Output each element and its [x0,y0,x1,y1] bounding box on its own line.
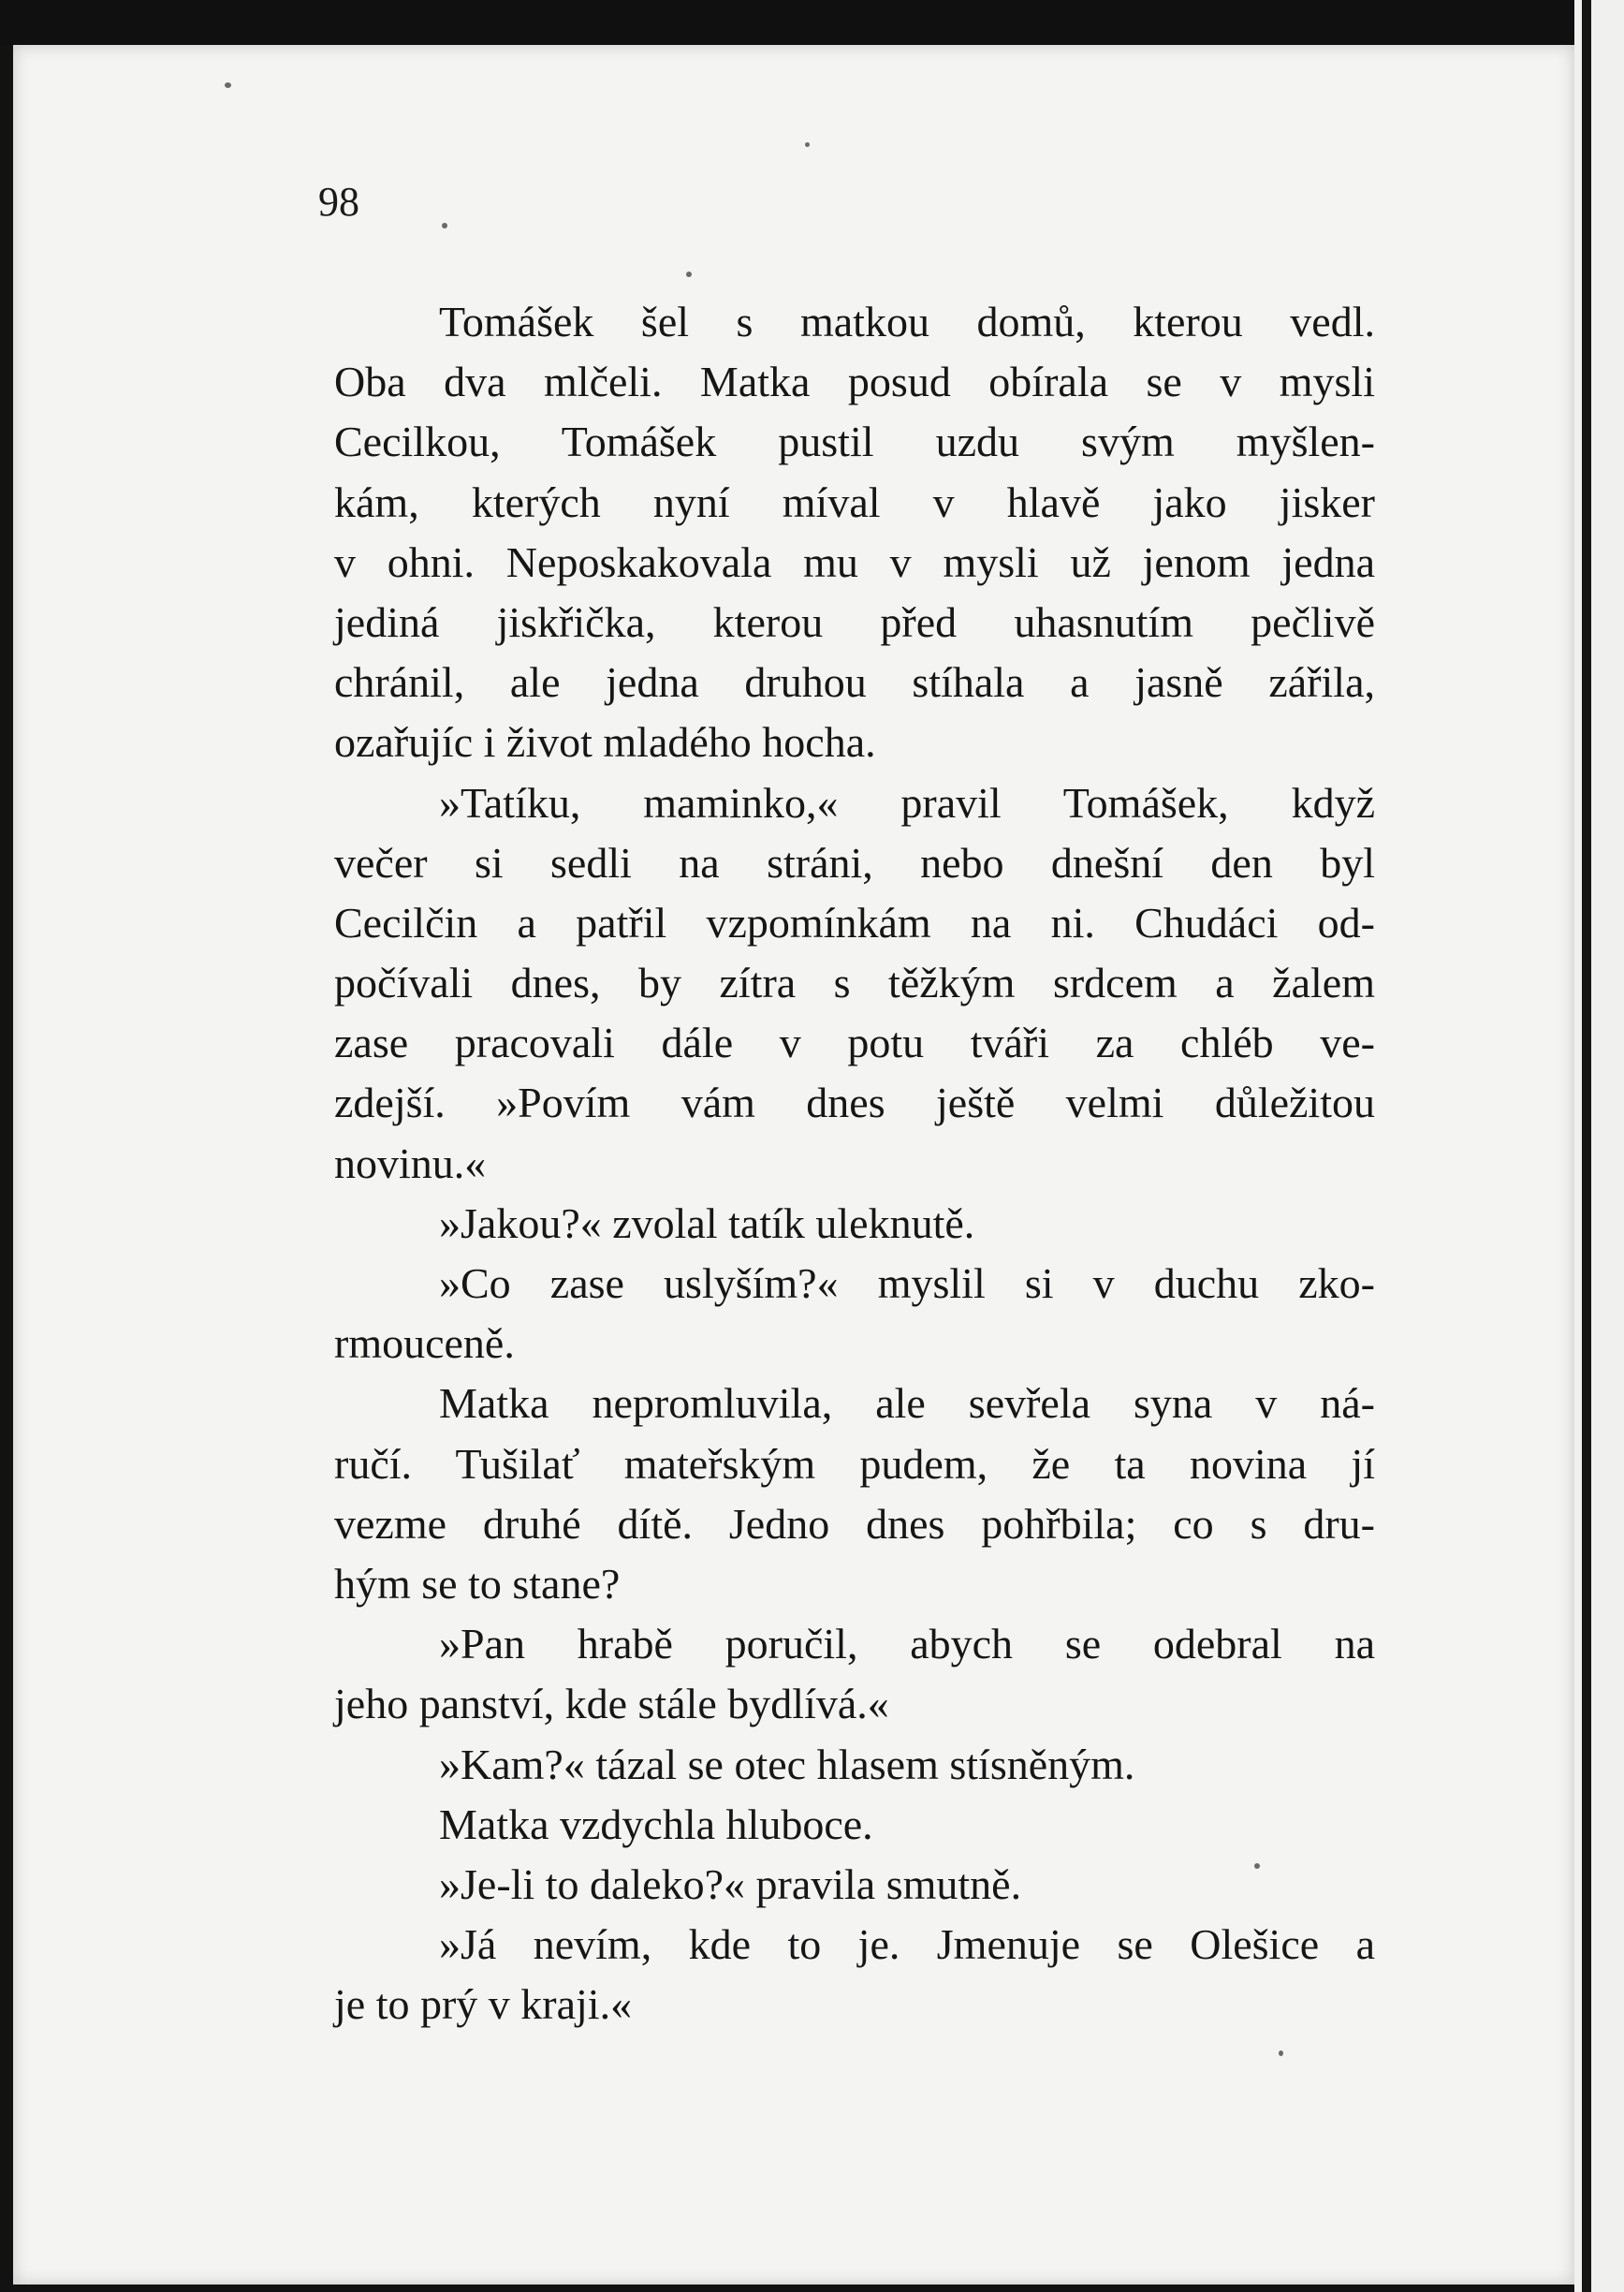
text-line: »Kam?« tázal se otec hlasem stísněným. [439,1740,1135,1788]
text-line: Cecilkou, Tomášek pustil uzdu svým myšlen- [334,418,1375,466]
text-line: rmouceně. [334,1319,515,1368]
text-line: je to prý v kraji.« [334,1980,633,2029]
text-line: Tomášek šel s matkou domů, kterou vedl. [439,298,1375,345]
scan-speck [686,272,692,277]
text-line: jeho panství, kde stále bydlívá.« [334,1680,889,1728]
body-text [334,292,1375,2035]
text-line: »Jakou?« zvolal tatík uleknutě. [439,1198,975,1247]
scan-speck [1279,2050,1283,2056]
text-line: chránil, ale jedna druhou stíhala a jasně zářila, [334,658,1375,707]
adjacent-page-edge [1574,0,1624,2292]
text-line: kám, kterých nyní míval v hlavě jako jisker [334,478,1375,526]
text-line: »Je-li to daleko?« pravila smutně. [439,1859,1022,1908]
text-line: novinu.« [334,1139,487,1187]
page-gutter-line [1582,0,1591,2292]
text-line: »Tatíku, maminko,« pravil Tomášek, když [439,778,1375,827]
page-number: 98 [318,179,359,225]
text-line: večer si sedli na stráni, nebo dnešní den byl [334,838,1375,887]
scan-speck [442,223,447,228]
text-line: »Pan hrabě poručil, abych se odebral na [439,1620,1375,1668]
text-line: zase pracovali dále v potu tváři za chléb ve- [334,1019,1375,1067]
text-line: Oba dva mlčeli. Matka posud obírala se v mysli [334,358,1375,406]
text-line: »Já nevím, kde to je. Jmenuje se Olešice a [439,1920,1375,1969]
text-line: ručí. Tušilať mateřským pudem, že ta novina jí [334,1439,1375,1488]
text-line: Matka vzdychla hluboce. [439,1800,873,1848]
text-line: »Co zase uslyším?« myslil si v duchu zko- [439,1259,1375,1307]
text-line: zdejší. »Povím vám dnes ještě velmi důležitou [334,1079,1375,1127]
scan-speck [805,142,810,147]
text-line: Matka nepromluvila, ale sevřela syna v ná- [439,1379,1375,1428]
text-line: jediná jiskřička, kterou před uhasnutím pečlivě [334,597,1375,646]
text-line: Cecilčin a patřil vzpomínkám na ni. Chudáci od- [334,898,1375,947]
text-line: v ohni. Neposkakovala mu v mysli už jenom jedna [334,537,1375,586]
text-line: počívali dnes, by zítra s těžkým srdcem a žalem [334,959,1375,1007]
text-line: ozařujíc i život mladého hocha. [334,718,876,767]
scan-top-border [0,0,1574,45]
text-line: vezme druhé dítě. Jedno dnes pohřbila; co s dru- [334,1499,1375,1548]
text-line: hým se to stane? [334,1559,621,1608]
scan-speck [225,82,231,88]
